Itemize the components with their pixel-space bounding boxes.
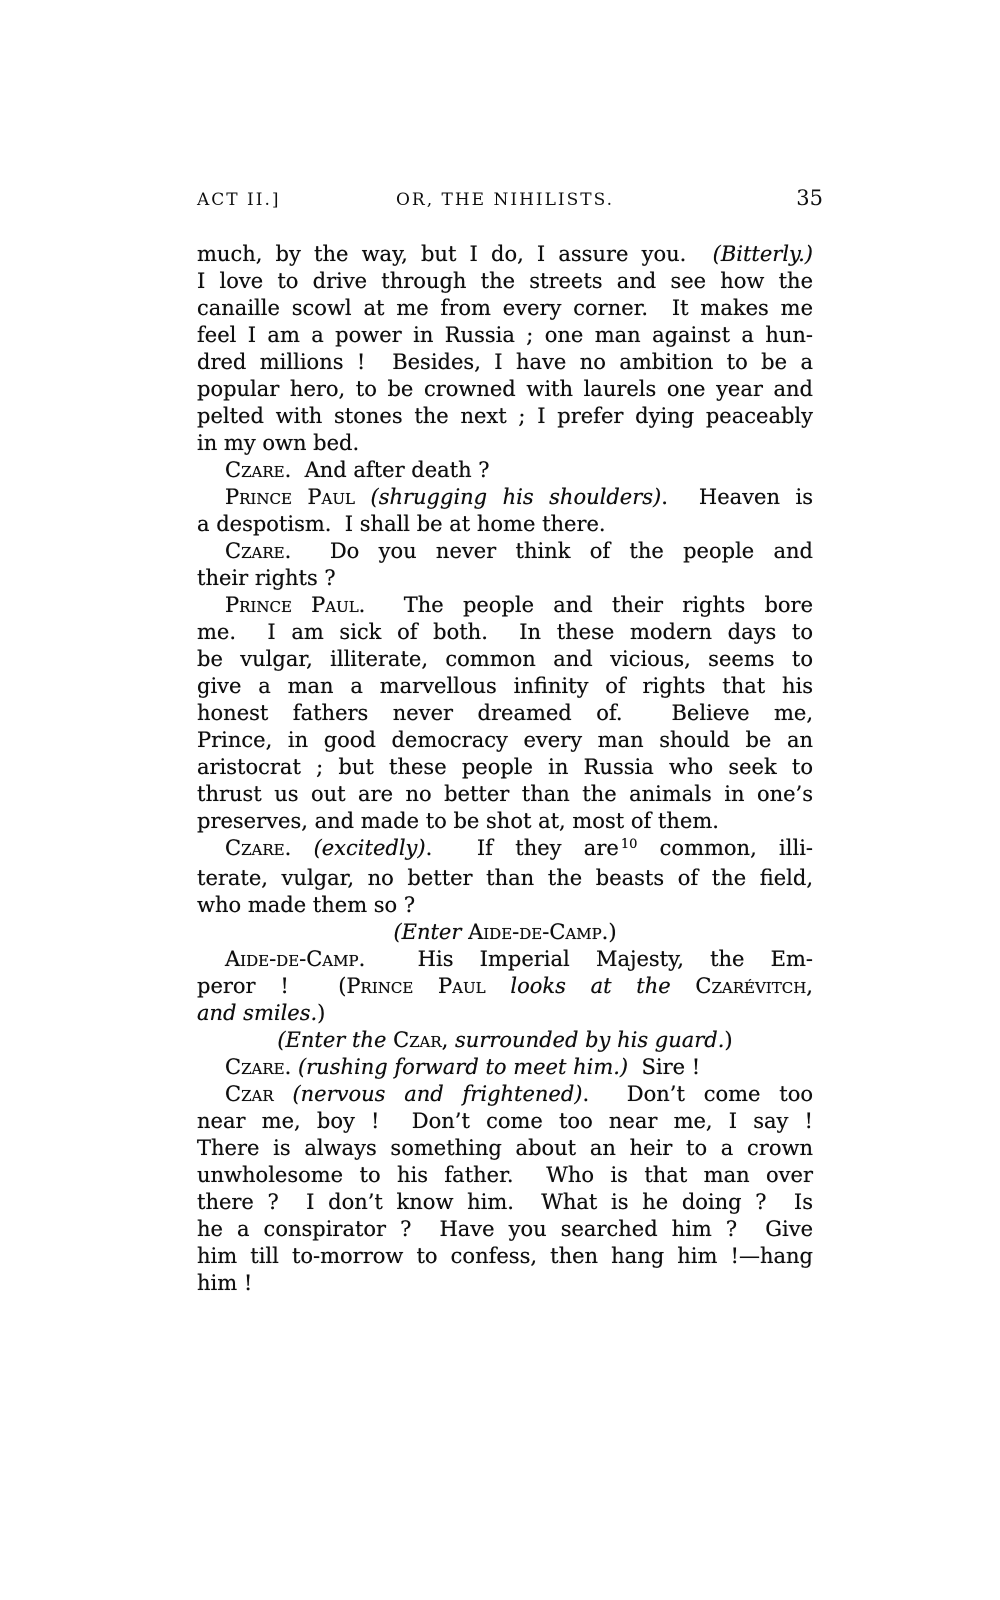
text-segment-normal: Prince, in good democracy every man should be an	[197, 728, 813, 752]
text-segment-italic: (excitedly)	[313, 836, 426, 860]
text-segment-italic: and smiles.	[197, 1001, 318, 1025]
text-line	[197, 1135, 813, 1162]
text-line	[197, 1054, 813, 1081]
text-segment-normal	[355, 485, 371, 509]
text-segment-normal: feel I am a power in Russia ; one man against a hun-	[197, 323, 813, 347]
text-line	[197, 484, 813, 511]
text-segment-smallcaps: Czar	[225, 1082, 274, 1106]
text-segment-normal: near me, boy ! Don’t come too near me, I say !	[197, 1109, 813, 1133]
text-segment-normal: His Imperial Majesty, the Em-	[365, 947, 813, 971]
text-segment-normal	[671, 974, 696, 998]
text-segment-italic: (nervous and frightened)	[292, 1082, 583, 1106]
text-line	[197, 919, 813, 946]
header-title: OR, THE NIHILISTS.	[395, 190, 615, 210]
text-segment-smallcaps: Czare.	[225, 1055, 292, 1079]
text-line	[197, 781, 813, 808]
text-segment-sup: 10	[620, 837, 638, 852]
text-line	[197, 754, 813, 781]
text-segment-italic: (Bitterly.)	[712, 242, 813, 266]
text-segment-normal: who made them so ?	[197, 893, 416, 917]
text-segment-normal: aristocrat ; but these people in Russia who seek to	[197, 755, 813, 779]
page-number: 35	[796, 186, 823, 210]
text-line	[197, 865, 813, 892]
text-line	[197, 892, 813, 919]
text-line	[197, 268, 813, 295]
text-line	[197, 241, 813, 268]
text-segment-normal: Sire !	[628, 1055, 701, 1079]
text-line	[197, 457, 813, 484]
text-segment-smallcaps: Aide-de-Camp.	[468, 920, 609, 944]
text-segment-smallcaps: Prince Paul	[346, 974, 486, 998]
text-segment-italic: looks at the	[510, 974, 671, 998]
text-line	[197, 592, 813, 619]
text-segment-normal: a despotism. I shall be at home there.	[197, 512, 606, 536]
text-segment-normal: And after death ?	[291, 458, 490, 482]
text-line	[197, 646, 813, 673]
text-segment-normal: )	[724, 1028, 733, 1052]
text-line	[197, 1000, 813, 1027]
text-segment-italic: surrounded by his guard.	[448, 1028, 725, 1052]
text-segment-normal: give a man a marvellous infinity of rights that his	[197, 674, 813, 698]
text-segment-normal: much, by the way, but I do, I assure you.	[197, 242, 713, 266]
text-segment-normal: canaille scowl at me from every corner. It makes me	[197, 296, 813, 320]
text-segment-normal: )	[608, 920, 617, 944]
text-segment-normal: preserves, and made to be shot at, most of them.	[197, 809, 719, 833]
text-segment-smallcaps: Prince Paul.	[225, 593, 366, 617]
text-segment-normal: be vulgar, illiterate, common and vicious, seems to	[197, 647, 813, 671]
text-segment-normal: peror ! (	[197, 974, 347, 998]
text-line	[197, 1108, 813, 1135]
text-segment-normal: dred millions ! Besides, I have no ambition to be a	[197, 350, 813, 374]
text-segment-normal: . Don’t come too	[582, 1082, 814, 1106]
text-segment-italic: (Enter the	[277, 1028, 394, 1052]
text-line	[197, 1243, 813, 1270]
text-segment-normal: pelted with stones the next ; I prefer dying peaceably	[197, 404, 813, 428]
text-line	[197, 322, 813, 349]
text-segment-normal: I love to drive through the streets and see how the	[197, 269, 813, 293]
text-segment-normal: terate, vulgar, no better than the beasts of the field,	[197, 866, 813, 890]
page-header	[197, 186, 823, 216]
text-segment-smallcaps: Prince Paul	[225, 485, 355, 509]
text-segment-smallcaps: Czarévitch	[695, 974, 807, 998]
text-segment-normal: him till to-morrow to confess, then hang him !—hang	[197, 1244, 813, 1268]
text-segment-normal	[291, 836, 313, 860]
text-segment-normal: . Heaven is	[661, 485, 813, 509]
text-line	[197, 727, 813, 754]
text-segment-normal: . If they are	[425, 836, 619, 860]
text-line	[197, 1270, 813, 1297]
text-segment-smallcaps: Aide-de-Camp.	[225, 947, 366, 971]
text-segment-smallcaps: Czar,	[393, 1028, 449, 1052]
text-segment-normal: thrust us out are no better than the animals in one’s	[197, 782, 813, 806]
text-line	[197, 973, 813, 1000]
text-line	[197, 700, 813, 727]
text-line	[197, 1162, 813, 1189]
text-segment-normal: there ? I don’t know him. What is he doing ? Is	[197, 1190, 813, 1214]
text-line	[197, 1027, 813, 1054]
text-segment-smallcaps: Czare.	[225, 539, 292, 563]
text-segment-normal: ,	[806, 974, 813, 998]
header-act-label: ACT II.]	[197, 190, 281, 210]
text-line	[197, 1216, 813, 1243]
text-line	[197, 538, 813, 565]
text-segment-normal: he a conspirator ? Have you searched him ? Give	[197, 1217, 813, 1241]
text-segment-normal: me. I am sick of both. In these modern days to	[197, 620, 813, 644]
text-line	[197, 808, 813, 835]
text-segment-italic: (shrugging his shoulders)	[370, 485, 662, 509]
text-segment-normal	[291, 1055, 298, 1079]
text-line	[197, 1081, 813, 1108]
text-segment-normal: him !	[197, 1271, 253, 1295]
text-line	[197, 1189, 813, 1216]
text-segment-normal: There is always something about an heir to a crown	[197, 1136, 813, 1160]
text-segment-normal	[274, 1082, 293, 1106]
text-line	[197, 835, 813, 865]
text-line	[197, 376, 813, 403]
text-line	[197, 403, 813, 430]
text-segment-normal: in my own bed.	[197, 431, 360, 455]
text-line	[197, 673, 813, 700]
text-segment-normal	[486, 974, 511, 998]
text-segment-normal: The people and their rights bore	[365, 593, 813, 617]
text-segment-italic: (rushing forward to meet him.)	[297, 1055, 629, 1079]
text-segment-normal: popular hero, to be crowned with laurels one year and	[197, 377, 813, 401]
text-line	[197, 511, 813, 538]
text-segment-normal: common, illi-	[637, 836, 814, 860]
text-segment-normal: unwholesome to his father. Who is that man over	[197, 1163, 813, 1187]
text-segment-normal: their rights ?	[197, 566, 336, 590]
text-line	[197, 295, 813, 322]
text-segment-italic: (Enter	[393, 920, 469, 944]
text-segment-normal: honest fathers never dreamed of. Believe me,	[197, 701, 813, 725]
text-line	[197, 565, 813, 592]
text-segment-normal: Do you never think of the people and	[291, 539, 813, 563]
text-segment-smallcaps: Czare.	[225, 458, 292, 482]
text-segment-smallcaps: Czare.	[225, 836, 292, 860]
text-line	[197, 946, 813, 973]
play-text-block	[197, 241, 813, 1297]
text-line	[197, 430, 813, 457]
text-line	[197, 349, 813, 376]
text-segment-normal: )	[317, 1001, 326, 1025]
text-line	[197, 619, 813, 646]
